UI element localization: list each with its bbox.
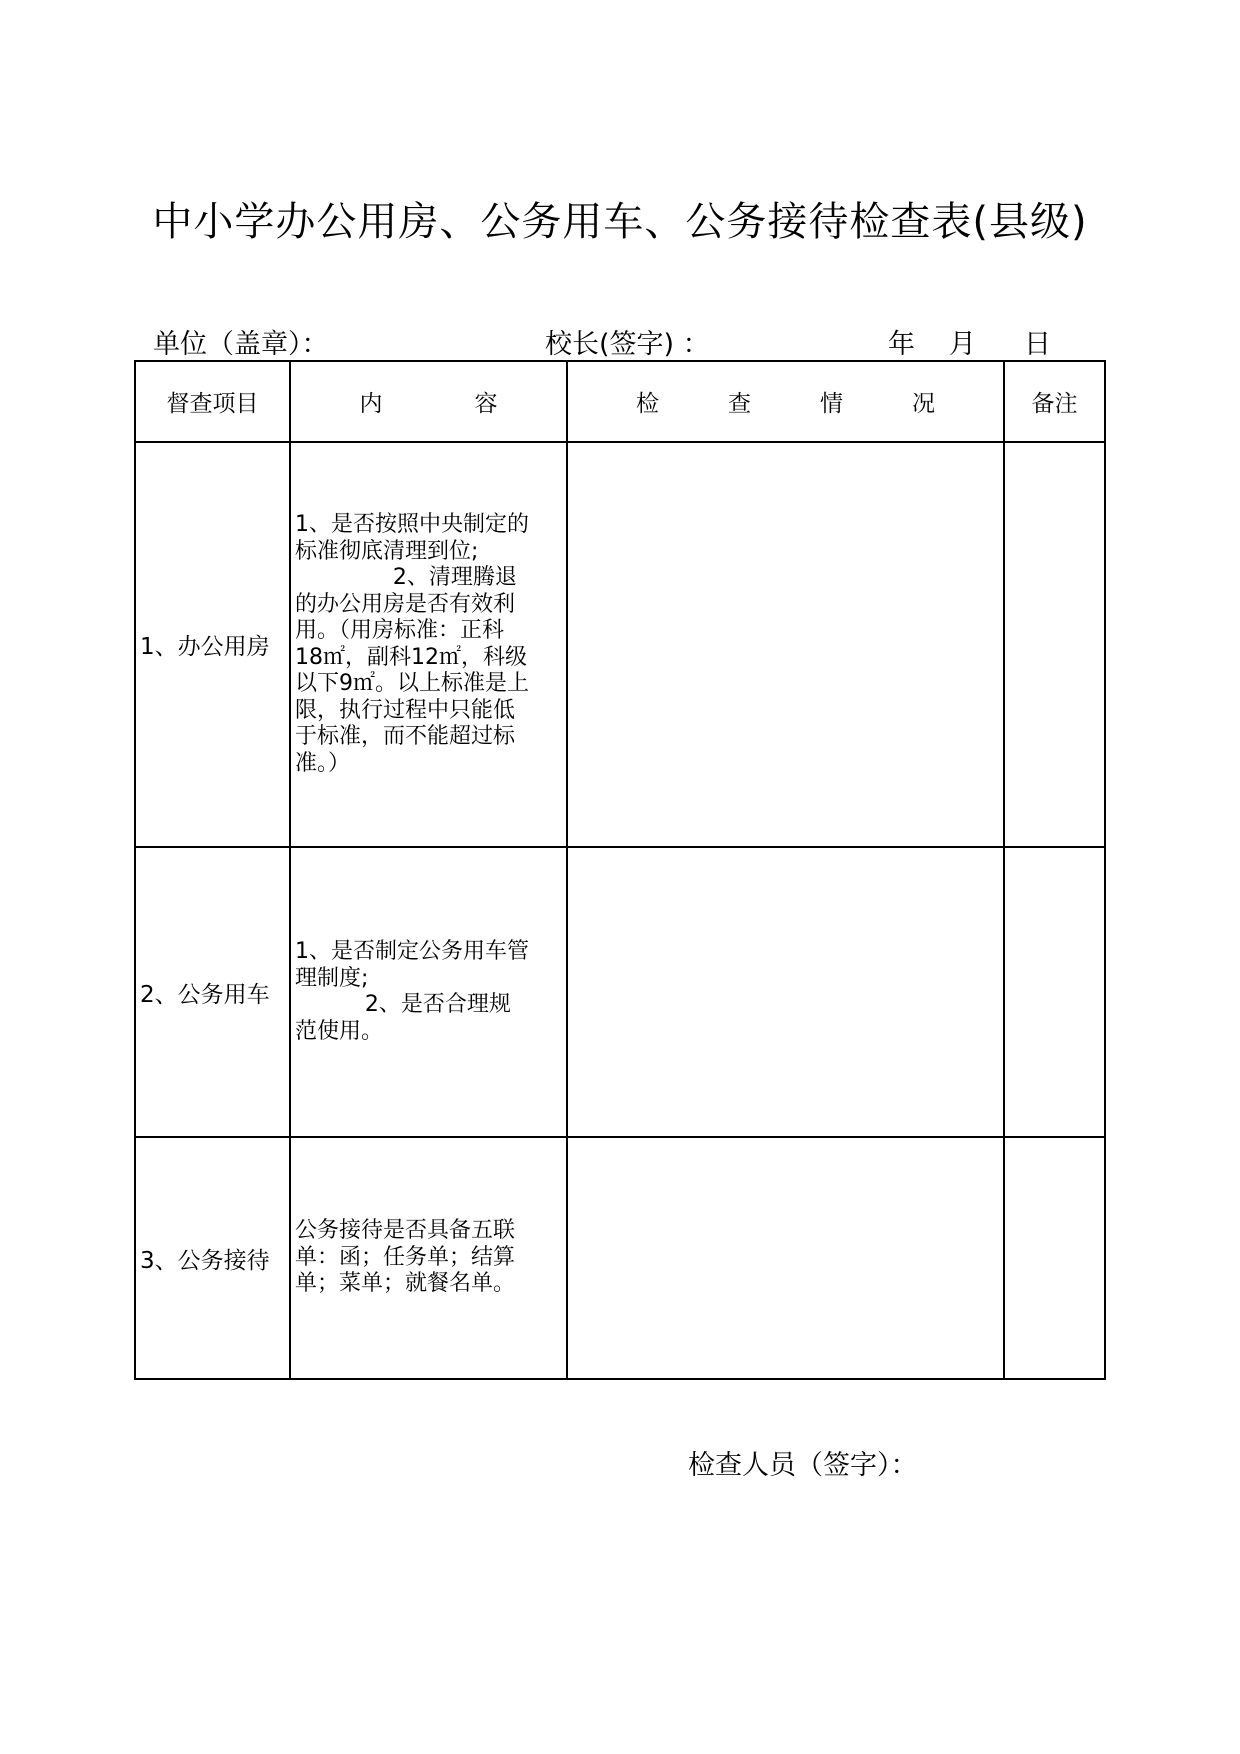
content-line: 2、清理腾退	[295, 565, 517, 590]
content-line: 2、是否合理规	[295, 992, 511, 1017]
content-line: 1、是否按照中央制定的	[295, 512, 529, 537]
content-line: 公务接待是否具备五联	[295, 1218, 516, 1244]
content-line: 理制度;	[295, 965, 369, 991]
inspection-table	[134, 360, 1106, 1380]
table-row	[135, 847, 1105, 1137]
inspection-cell[interactable]	[567, 442, 1004, 847]
row-content	[290, 847, 567, 1137]
content-line: 单：函；任务单；结算	[295, 1244, 516, 1270]
unit-seal-label: 单位（盖章）：	[153, 329, 329, 360]
content-line: 准。）	[295, 750, 351, 776]
remarks-cell[interactable]	[1004, 1137, 1105, 1379]
row-item-label: 1、办公用房	[135, 442, 290, 847]
content-line: 以下9㎡。以上标准是上	[295, 671, 529, 696]
date-day-label: 日	[1024, 329, 1051, 360]
remarks-cell[interactable]	[1004, 442, 1105, 847]
column-header-content: 内 容	[290, 361, 567, 442]
date-year-label: 年	[888, 329, 915, 360]
principal-signature-label: 校长(签字) ：	[545, 329, 710, 360]
content-line: 的办公用房是否有效利	[295, 591, 516, 617]
date-field	[888, 322, 1051, 361]
content-line: 标准彻底清理到位;	[295, 538, 479, 564]
content-line: 范使用。	[295, 1018, 384, 1044]
column-header-inspection: 检 查 情 况	[567, 361, 1004, 442]
content-line: 限，执行过程中只能低	[295, 697, 516, 723]
content-line: 单；菜单；就餐名单。	[295, 1271, 516, 1297]
table-header-row	[135, 361, 1105, 442]
date-month-label: 月	[949, 329, 976, 360]
inspection-cell[interactable]	[567, 847, 1004, 1137]
column-header-remarks: 备注	[1004, 361, 1105, 442]
row-item-label: 2、公务用车	[135, 847, 290, 1137]
content-line: 18㎡，副科12㎡，科级	[295, 644, 527, 670]
content-line: 用。（用房标准：正科	[295, 618, 505, 643]
content-line: 于标准，而不能超过标	[295, 724, 516, 749]
row-item-label: 3、公务接待	[135, 1137, 290, 1379]
column-header-item: 督查项目	[135, 361, 290, 442]
table-row	[135, 1137, 1105, 1379]
row-content	[290, 442, 567, 847]
content-line: 1、是否制定公务用车管	[295, 939, 529, 964]
table-row	[135, 442, 1105, 847]
remarks-cell[interactable]	[1004, 847, 1105, 1137]
row-content	[290, 1137, 567, 1379]
inspector-signature-label: 检查人员（签字）：	[688, 1450, 918, 1481]
inspection-cell[interactable]	[567, 1137, 1004, 1379]
page-title: 中小学办公用房、公务用车、公务接待检查表(县级)	[152, 199, 1088, 245]
